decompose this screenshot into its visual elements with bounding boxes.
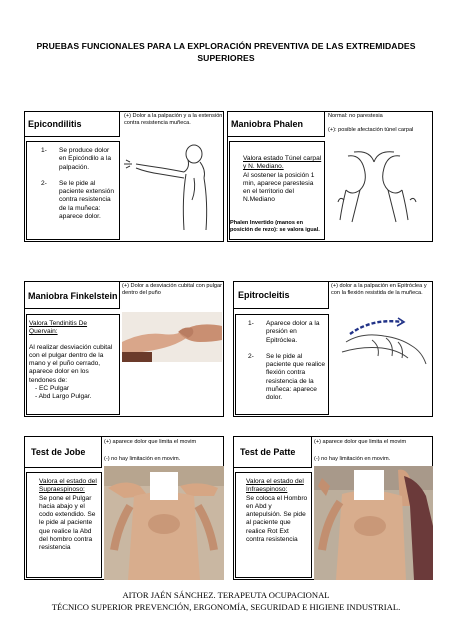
page-title <box>20 40 432 64</box>
phalen-header-cell <box>227 111 325 137</box>
epicondilitis-illustration <box>122 138 222 238</box>
finkelstein-description <box>26 314 120 415</box>
epicondilitis-step-1: 1- Se produce dolor en Epicóndilo a la palpación. <box>41 147 112 171</box>
epitrocleitis-header-cell <box>233 281 329 309</box>
phalen-inverted: Phalen Invertido (manos en posición de rezo): se valora igual. <box>230 220 320 233</box>
jobe-title: Test de Jobe <box>31 446 86 457</box>
jobe-body: Se pone el Pulgar hacia abajo y el codo extendido. Se le pide al paciente que realice la Abd del hombro contra resistencia <box>39 494 96 552</box>
patte-result-positive: (+) aparece dolor que limita el movim <box>314 439 407 445</box>
patte-result-negative: (-) no hay limitación en movim. <box>314 456 391 462</box>
patte-photo <box>314 466 433 580</box>
epicondilitis-result: (+) Dolor a la palpación y a la extensión contra resistencia muñeca. <box>124 113 223 126</box>
epitrocleitis-step-2: 2- Se le pide al paciente que realice flexión contra resistencia de la muñeca: aparece dolor. <box>248 352 326 402</box>
phalen-title: Maniobra Phalen <box>231 118 304 129</box>
epicondilitis-title: Epicondilitis <box>28 118 82 129</box>
finkelstein-result: (+) Dolor a desviación cubital con pulgar dentro del puño <box>122 283 222 296</box>
page-title-line2: SUPERIORES <box>197 53 255 63</box>
epitrocleitis-result: (+) dolor a la palpación en Epitróclea y con la flexión resistida de la muñeca. <box>331 283 427 296</box>
jobe-desc: Valora el estado del Supraespinoso: <box>39 478 97 494</box>
footer-line-2: TÉCNICO SUPERIOR PREVENCIÓN, ERGONOMÍA, SEGURIDAD E HIGIENE INDUSTRIAL. <box>51 602 401 612</box>
epitrocleitis-step-1: 1- Aparece dolor a la presión en Epitróclea. <box>248 320 320 344</box>
jobe-result-positive: (+) aparece dolor que limita el movim <box>104 439 197 445</box>
phalen-result-normal: Normal: no parestesia <box>328 113 383 119</box>
patte-description <box>235 472 312 578</box>
finkelstein-title: Maniobra Finkelstein <box>28 290 118 301</box>
epitrocleitis-illustration <box>332 312 432 370</box>
footer-line-1: AITOR JAÉN SÁNCHEZ. TERAPEUTA OCUPACIONAL <box>122 590 330 600</box>
patte-desc: Valora el estado del Infraespinoso: <box>246 478 304 494</box>
jobe-description <box>26 472 102 578</box>
finkelstein-body: Al realizar desviación cubital con el pulgar dentro de la mano y el puño cerrado, aparece dolor en los tendones de: <box>29 343 113 384</box>
epicondilitis-description <box>26 141 120 240</box>
epicondilitis-header-cell <box>24 111 120 137</box>
patte-title: Test de Patte <box>240 446 296 457</box>
epitrocleitis-description <box>235 314 329 415</box>
patte-header-cell <box>233 436 312 468</box>
patte-body: Se coloca el Hombro en Abd y antepulsión. Se pide al paciente que realice Rot Ext contra resistencia <box>246 494 308 544</box>
phalen-desc2: Al sostener la posición 1 min, aparece parestesia en el territorio del N.Mediano <box>243 171 315 204</box>
finkelstein-item-1: - EC Pulgar <box>35 385 70 393</box>
jobe-result-negative: (-) no hay limitación en movim. <box>104 456 181 462</box>
jobe-header-cell <box>24 436 102 468</box>
finkelstein-desc: Valora Tendinitis De Quervain: <box>29 320 88 336</box>
finkelstein-header-cell <box>24 281 120 309</box>
finkelstein-photo <box>122 312 222 362</box>
phalen-result-positive: (+): posible afectación túnel carpal <box>328 127 414 133</box>
phalen-illustration <box>330 146 430 240</box>
page-title-line1: PRUEBAS FUNCIONALES PARA LA EXPLORACIÓN PREVENTIVA DE LAS EXTREMIDADES <box>36 41 416 51</box>
epicondilitis-step-2: 2- Se le pide al paciente extensión contra resistencia de la muñeca: aparece dolor. <box>41 179 114 221</box>
finkelstein-item-2: - Abd Largo Pulgar. <box>35 393 92 401</box>
phalen-desc: Valora estado Túnel carpal y N. Mediano. <box>243 155 322 171</box>
epitrocleitis-title: Epitrocleitis <box>238 289 290 300</box>
jobe-photo <box>104 466 224 580</box>
